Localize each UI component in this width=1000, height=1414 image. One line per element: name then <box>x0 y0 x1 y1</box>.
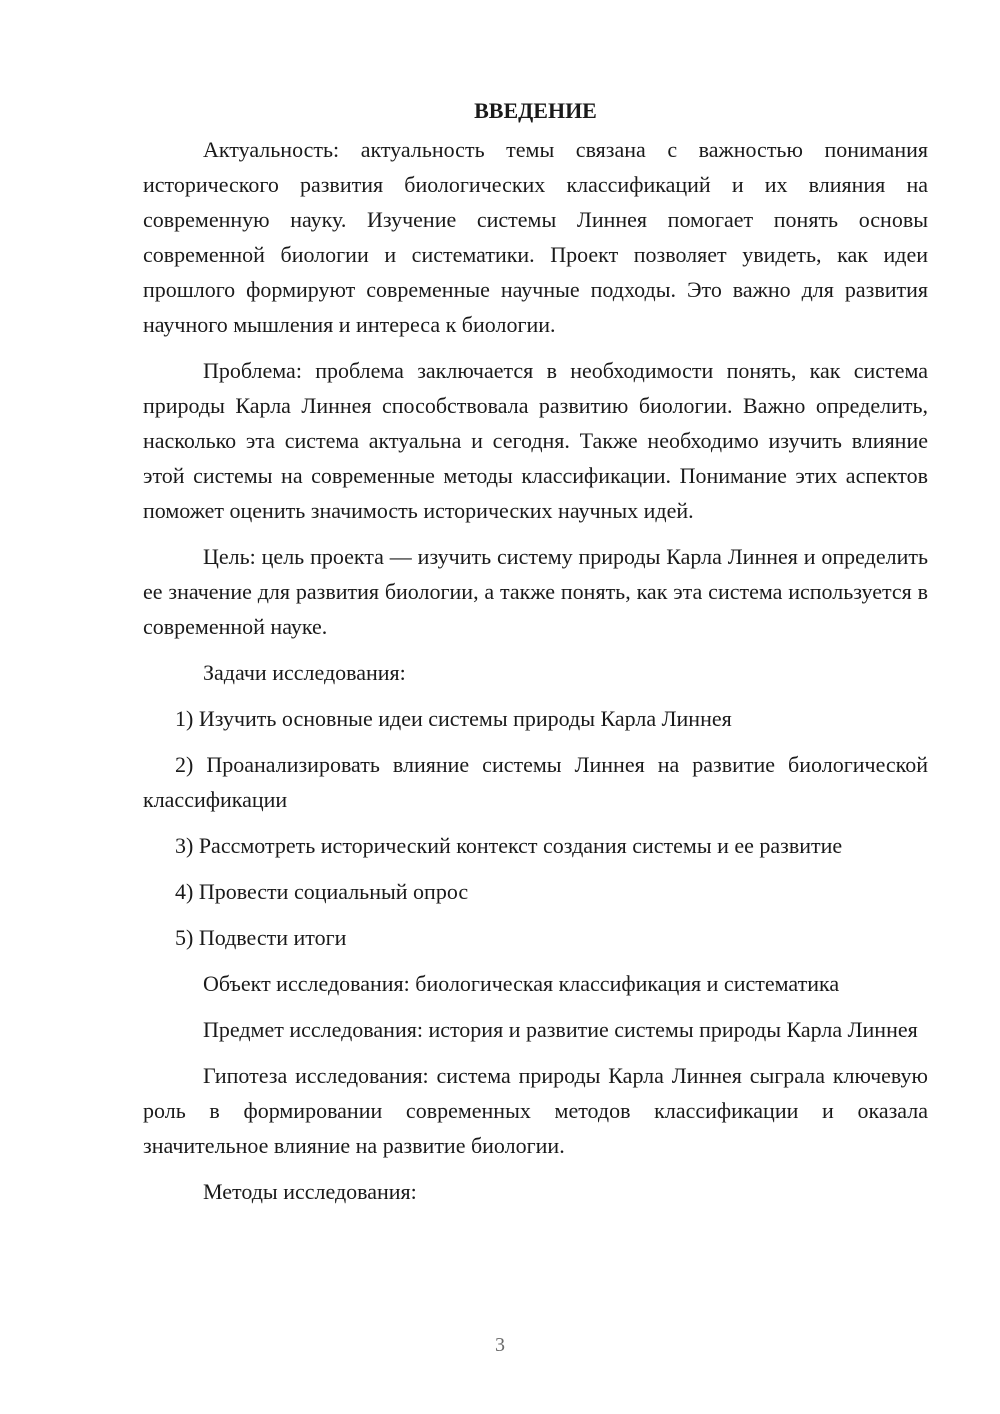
task-item-2: 2) Проанализировать влияние системы Линнея на развитие биологической классификации <box>143 752 928 812</box>
goal-paragraph: Цель: цель проекта — изучить систему природы Карла Линнея и определить ее значение для развития биологии, а также понять, как эта система используется в современной науке. <box>143 544 928 639</box>
page-number: 3 <box>495 1334 505 1356</box>
object-paragraph: Объект исследования: биологическая классификация и систематика <box>203 971 840 996</box>
task-item-4: 4) Провести социальный опрос <box>175 879 469 904</box>
methods-heading: Методы исследования: <box>203 1179 417 1204</box>
task-item-1: 1) Изучить основные идеи системы природы Карла Линнея <box>175 706 732 731</box>
relevance-paragraph: Актуальность: актуальность темы связана с важностью понимания исторического развития биологических классификаций и их влияния на современную науку. Изучение системы Линнея помогает понять основы современной биологии и систематики. Проект позволяет увидеть, как идеи прошлого формируют современные научные подходы. Это важно для развития научного мышления и интереса к биологии. <box>143 137 928 337</box>
page-title: ВВЕДЕНИЕ <box>474 98 597 123</box>
task-item-5: 5) Подвести итоги <box>175 925 347 950</box>
task-item-3: 3) Рассмотреть исторический контекст создания системы и ее развитие <box>175 833 843 858</box>
problem-paragraph: Проблема: проблема заключается в необходимости понять, как система природы Карла Линнея способствовала развитию биологии. Важно определить, насколько эта система актуальна и сегодня. Также необходимо изучить влияние этой системы на современные методы классификации. Понимание этих аспектов поможет оценить значимость исторических научных идей. <box>143 358 928 523</box>
subject-paragraph: Предмет исследования: история и развитие системы природы Карла Линнея <box>203 1017 918 1042</box>
hypothesis-paragraph: Гипотеза исследования: система природы Карла Линнея сыграла ключевую роль в формировании современных методов классификации и оказала значительное влияние на развитие биологии. <box>143 1063 928 1158</box>
document-page <box>143 96 928 1220</box>
tasks-heading: Задачи исследования: <box>203 660 406 685</box>
